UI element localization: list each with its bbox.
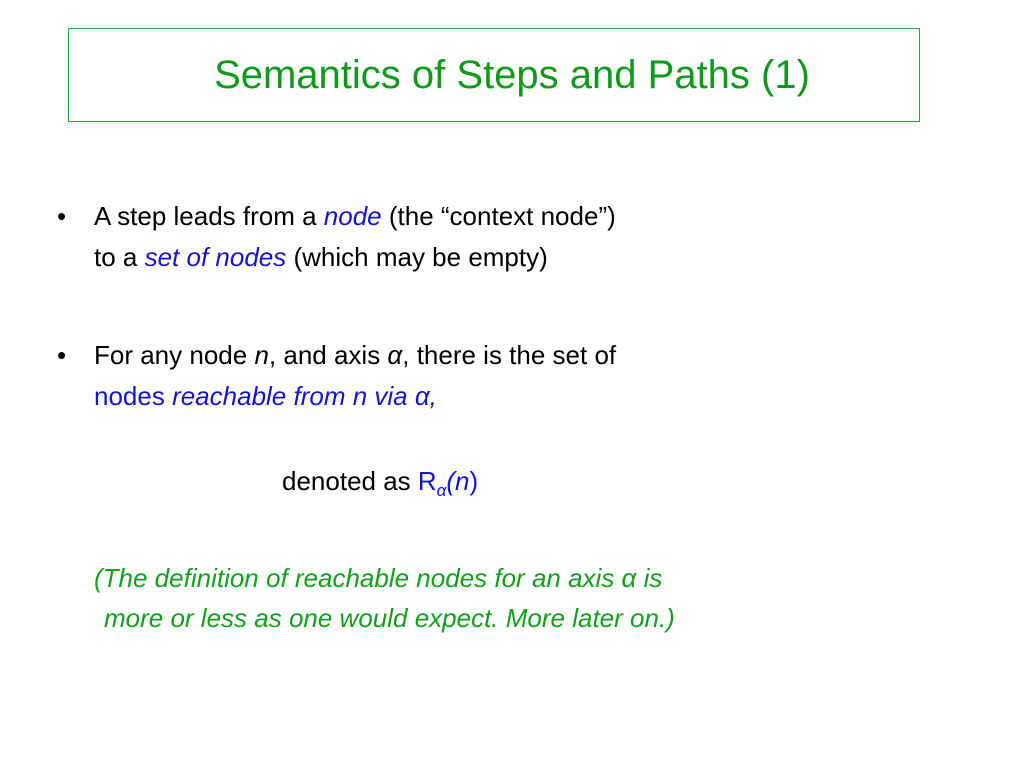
bullet-1-line-2 bbox=[94, 241, 548, 273]
bullet-2-line-1 bbox=[94, 339, 616, 371]
var-alpha: α bbox=[387, 340, 403, 370]
bullet-1-text-b: (the “context node”) bbox=[381, 201, 616, 231]
bullet-1-marker: • bbox=[57, 201, 67, 231]
notation-open-paren: ( bbox=[446, 466, 456, 496]
bullet-2-line-2 bbox=[94, 380, 437, 412]
notation-close-paren: ) bbox=[469, 466, 479, 496]
bullet-1-line-1 bbox=[94, 200, 616, 232]
term-set-of-nodes: set of nodes bbox=[144, 242, 287, 272]
bullet-2-text-a: For any node bbox=[94, 340, 255, 370]
term-node: node bbox=[323, 201, 382, 231]
bullet-1-text-c: to a bbox=[94, 242, 145, 272]
var-n: n bbox=[254, 340, 269, 370]
bullet-2-text-c: , there is the set of bbox=[402, 340, 617, 370]
notation-R: R bbox=[417, 466, 437, 496]
note-line-2: more or less as one would expect. More later on.) bbox=[104, 603, 675, 633]
slide-title: Semantics of Steps and Paths (1) bbox=[214, 53, 810, 97]
bullet-1-text-d: (which may be empty) bbox=[286, 242, 548, 272]
bullet-1-text-a: A step leads from a bbox=[94, 201, 324, 231]
term-reachable: reachable from n via α, bbox=[164, 381, 437, 411]
notation-n: n bbox=[455, 466, 470, 496]
denoted-line bbox=[282, 465, 478, 507]
denoted-prefix: denoted as bbox=[282, 466, 418, 496]
notation-alpha-subscript: α bbox=[436, 481, 447, 500]
term-nodes: nodes bbox=[94, 381, 165, 411]
note-line-1: (The definition of reachable nodes for an axis α is bbox=[94, 563, 663, 593]
bullet-2-marker: • bbox=[57, 340, 67, 370]
bullet-2-text-b: , and axis bbox=[268, 340, 388, 370]
